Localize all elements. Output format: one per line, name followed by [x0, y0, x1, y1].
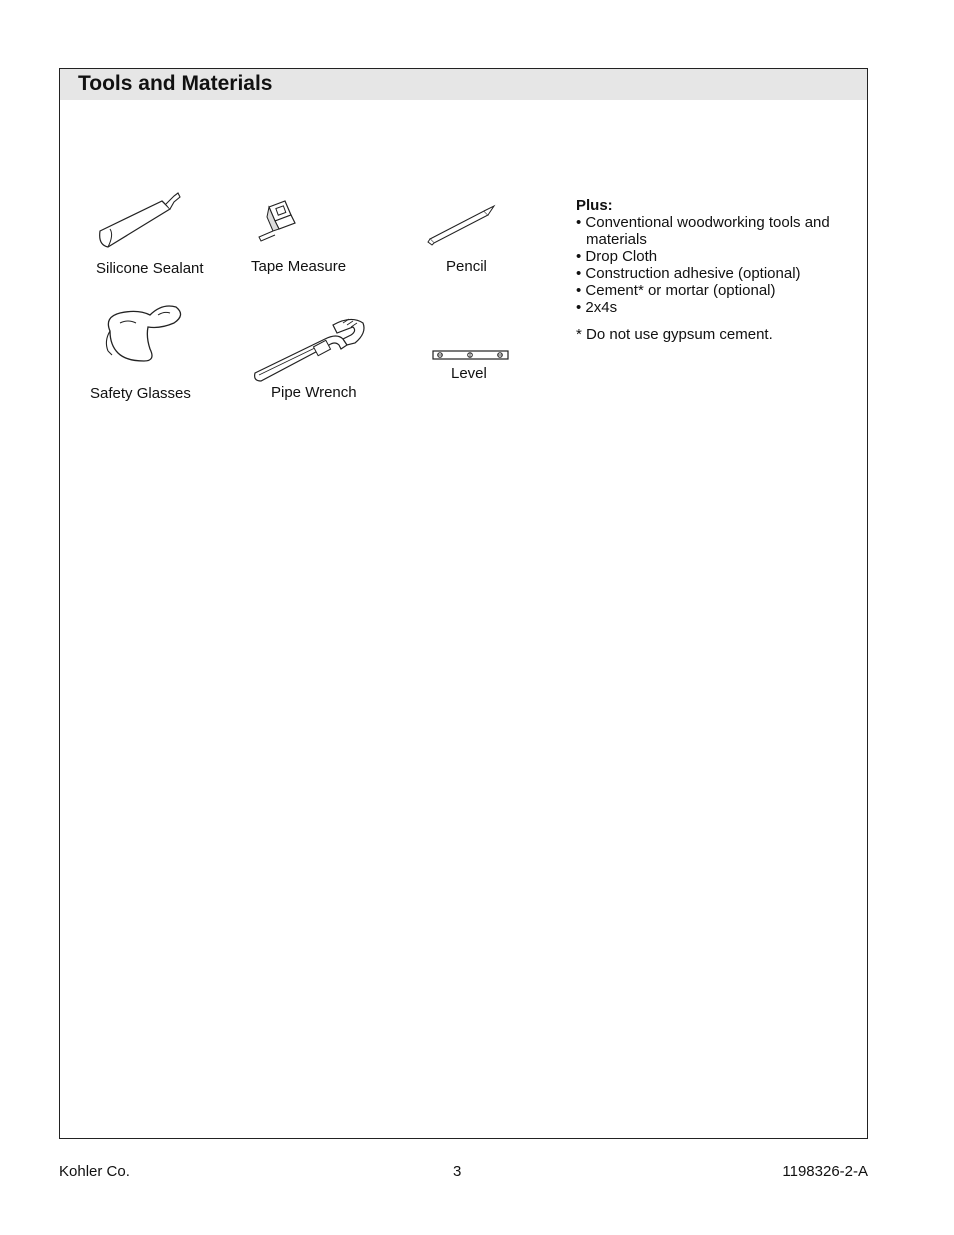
footer-company: Kohler Co.	[59, 1163, 130, 1180]
tool-label-level: Level	[451, 365, 487, 382]
pencil-icon	[426, 205, 498, 247]
tools-materials-panel	[59, 68, 868, 1139]
footer-doc-number: 1198326-2-A	[782, 1163, 868, 1180]
pipe-wrench-icon	[251, 315, 371, 385]
tool-label-pencil: Pencil	[446, 258, 487, 275]
list-item: • Conventional woodworking tools and materials	[576, 214, 830, 248]
list-item: • Construction adhesive (optional)	[576, 265, 801, 282]
footer-page-number: 3	[453, 1163, 462, 1180]
sealant-tube-icon	[96, 191, 186, 253]
list-item: • Drop Cloth	[576, 248, 658, 265]
list-item: • 2x4s	[576, 299, 618, 316]
footnote: * Do not use gypsum cement.	[576, 326, 773, 343]
plus-list	[576, 214, 836, 316]
level-icon	[432, 349, 510, 361]
tool-label-safety-glasses: Safety Glasses	[90, 385, 191, 402]
tape-measure-icon	[251, 201, 301, 246]
section-header	[60, 69, 867, 100]
plus-materials	[576, 197, 836, 343]
tool-label-pipe-wrench: Pipe Wrench	[271, 384, 357, 401]
list-item: • Cement* or mortar (optional)	[576, 282, 776, 299]
tool-label-silicone-sealant: Silicone Sealant	[96, 260, 204, 277]
tool-label-tape-measure: Tape Measure	[251, 258, 347, 275]
safety-glasses-icon	[90, 301, 190, 367]
plus-title: Plus:	[576, 197, 613, 214]
section-title: Tools and Materials	[78, 72, 273, 95]
